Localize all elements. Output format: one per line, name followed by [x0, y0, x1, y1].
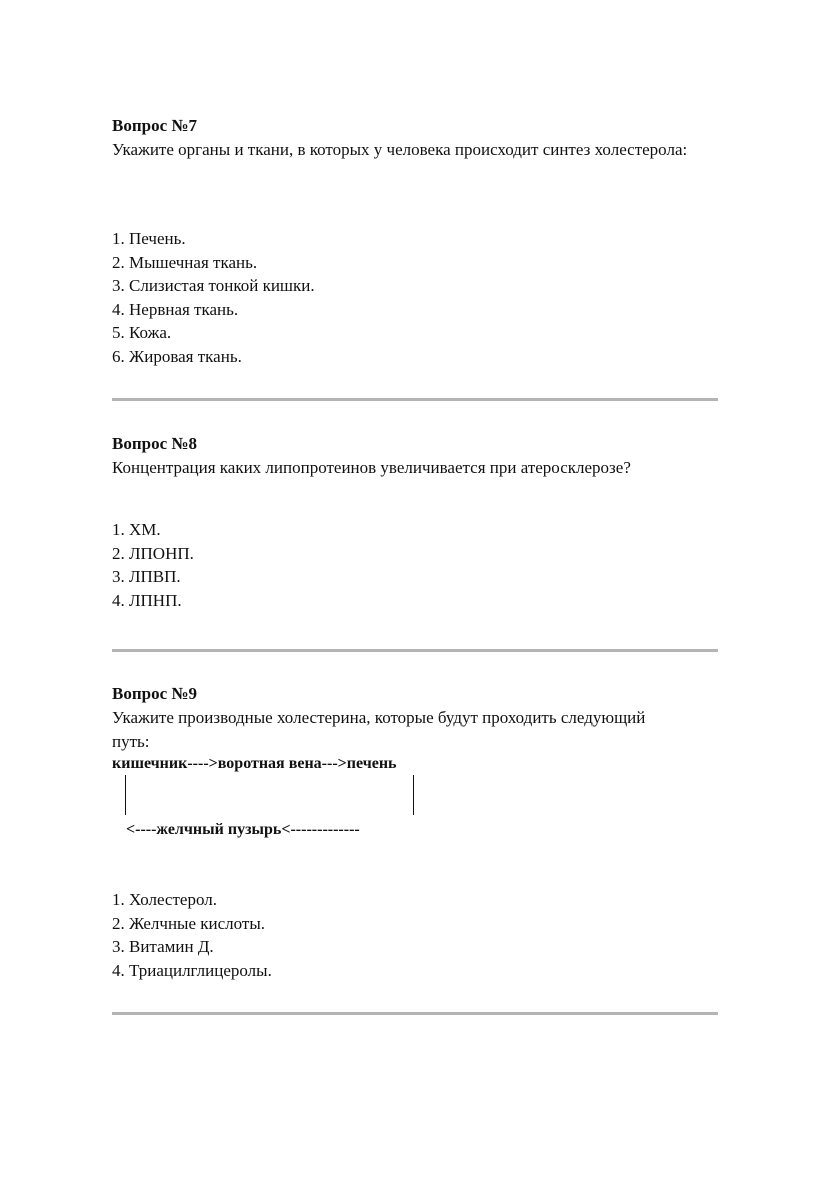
answer-option: 3. ЛПВП.	[112, 567, 181, 586]
question-text: Укажите органы и ткани, в которых у человека происходит синтез холестерола:	[112, 140, 688, 159]
section-divider	[112, 398, 718, 401]
pathway-bottom-line: <----желчный пузырь<-------------	[126, 821, 360, 838]
question-title: Вопрос №7	[112, 116, 197, 135]
answer-option: 1. Холестерол.	[112, 890, 217, 909]
answer-option: 5. Кожа.	[112, 323, 172, 342]
pathway-top-line: кишечник---->воротная вена--->печень	[112, 755, 397, 772]
question-text: Укажите производные холестерина, которые будут проходить следующий путь:	[112, 708, 646, 751]
answer-options	[112, 227, 315, 368]
answer-option: 1. Печень.	[112, 229, 186, 248]
answer-option: 3. Витамин Д.	[112, 937, 214, 956]
question-text: Концентрация каких липопротеинов увеличивается при атеросклерозе?	[112, 458, 631, 477]
question-title: Вопрос №8	[112, 434, 197, 453]
answer-options	[112, 888, 272, 982]
section-divider	[112, 1012, 718, 1015]
answer-options	[112, 518, 194, 612]
pathway-left-connector	[125, 775, 126, 815]
answer-option: 2. Желчные кислоты.	[112, 913, 266, 933]
pathway-right-connector	[413, 775, 414, 815]
answer-option: 3. Слизистая тонкой кишки.	[112, 276, 315, 295]
section-divider	[112, 649, 718, 652]
pathway-diagram	[112, 752, 532, 847]
answer-option: 2. ЛПОНП.	[112, 543, 194, 563]
answer-option: 6. Жировая ткань.	[112, 346, 242, 366]
answer-option: 4. Нервная ткань.	[112, 299, 239, 319]
answer-option: 2. Мышечная ткань.	[112, 252, 258, 272]
answer-option: 1. ХМ.	[112, 520, 161, 539]
answer-option: 4. Триацилглицеролы.	[112, 960, 272, 980]
answer-option: 4. ЛПНП.	[112, 590, 182, 610]
question-title: Вопрос №9	[112, 684, 197, 703]
